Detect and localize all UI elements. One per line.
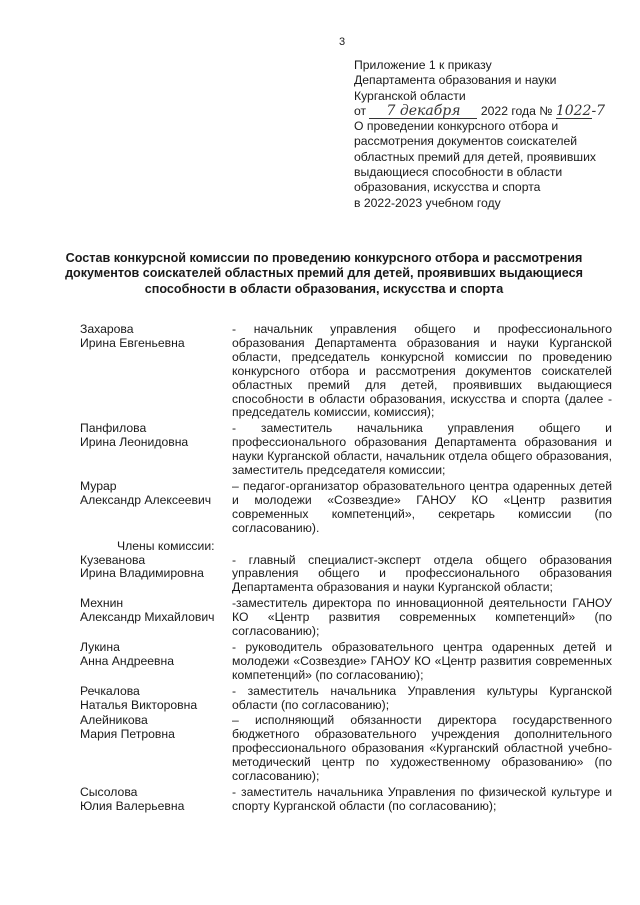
member-role: -заместитель директора по инновационной деятельности ГАНОУ КО «Центр развития современных компетенций» (по согласованию); (232, 596, 612, 639)
member-surname: Речкалова (80, 683, 140, 698)
member-surname: Мехнин (80, 596, 124, 611)
member-name (80, 554, 232, 596)
member-given-name: Наталья Викторовна (80, 697, 198, 712)
member-role: – исполняющий обязанности директора государственного бюджетного образовательного учреждения дополнительного профессионального образования «Курганский областной учебно-методический центр по художественному образованию» (по согласованию); (232, 713, 612, 784)
member-name (80, 714, 232, 784)
member-name (80, 422, 232, 478)
member-name (80, 323, 232, 420)
member-name (80, 685, 232, 713)
appendix-line: Приложение 1 к приказу (354, 58, 492, 72)
member-entry (80, 641, 615, 683)
appendix-line: Курганской области (354, 88, 466, 103)
member-surname: Панфилова (80, 421, 147, 436)
member-surname: Алейникова (80, 713, 148, 728)
member-role: - руководитель образовательного центра одаренных детей и молодежи «Созвездие» ГАНОУ КО «Центр развития современных компетенций» (по согласованию); (232, 639, 612, 682)
member-entry (80, 323, 615, 420)
member-given-name: Ирина Леонидовна (80, 435, 189, 450)
member-given-name: Ирина Владимировна (80, 566, 204, 581)
member-given-name: Ирина Евгеньевна (80, 335, 185, 350)
member-name (80, 480, 232, 536)
member-given-name: Александр Михайлович (80, 610, 215, 625)
order-date-line (354, 104, 616, 119)
member-surname: Лукина (80, 639, 120, 654)
subject-line: О проведении конкурсного отбора и (354, 119, 559, 134)
document-title: Состав конкурсной комиссии по проведению конкурсного отбора и рассмотрения документов соискателей областных премий для детей, проявивших выдающиеся способности в области образования, искусства и спорта (65, 251, 583, 296)
member-surname: Сысолова (80, 785, 138, 799)
member-role: - заместитель начальника управления общего и профессионального образования Департамента образования и науки Курганской области, начальник отдела общего образования, заместитель председателя комиссии; (232, 421, 612, 478)
appendix-line: Департамента образования и науки (354, 73, 557, 88)
handwritten-order-number: 1022-7 (555, 102, 606, 119)
handwritten-date: 7 декабря (369, 105, 477, 119)
member-entry (80, 422, 615, 478)
member-entry (80, 685, 615, 713)
appendix-header (354, 58, 616, 211)
member-role: - начальник управления общего и профессионального образования Департамента образования и науки Курганской области, председатель конкурсной комиссии по проведению конкурсного отбора и рассмотрения документов соискателей областных премий для детей, проявивших выдающиеся способности в области образования, искусства и спорта (далее - председатель комиссии, комиссия); (232, 322, 612, 420)
member-role: - заместитель начальника Управления культуры Курганской области (по согласованию); (232, 683, 612, 712)
members-section-label: Члены комиссии: (117, 538, 215, 553)
member-role: - главный специалист-эксперт отдела общего образования управления общего и профессионального образования Департамента образования и науки Курганской области; (232, 552, 612, 595)
member-given-name: Юлия Валерьевна (80, 798, 185, 813)
member-role: - заместитель начальника Управления по физической культуре и спорту Курганской области (по согласованию); (232, 785, 612, 813)
order-year-text: 2022 года № (480, 103, 553, 118)
page-number: 3 (339, 36, 346, 48)
member-entry (80, 786, 615, 814)
subject-line: выдающиеся способности в области (354, 165, 563, 180)
member-name (80, 786, 232, 814)
member-given-name: Александр Алексеевич (80, 492, 212, 507)
member-name (80, 641, 232, 683)
subject-line: образования, искусства и спорта (354, 180, 541, 195)
member-role: – педагог-организатор образовательного центра одаренных детей и молодежи «Созвездие» ГАНОУ КО «Центр развития современных компетенций», секретарь комиссии (по согласованию). (232, 478, 612, 535)
member-entry (80, 480, 615, 536)
member-name (80, 597, 232, 639)
member-given-name: Мария Петровна (80, 727, 175, 742)
commission-members (80, 323, 615, 816)
subject-line: рассмотрения документов соискателей (354, 134, 578, 149)
date-prefix: от (354, 103, 367, 118)
subject-line: в 2022-2023 учебном году (354, 195, 501, 210)
member-entry (80, 714, 615, 784)
member-given-name: Анна Андреевна (80, 653, 175, 668)
subject-line: областных премий для детей, проявивших (354, 149, 596, 164)
member-surname: Захарова (80, 322, 134, 336)
member-surname: Мурар (80, 478, 117, 493)
member-entry (80, 597, 615, 639)
member-entry (80, 554, 615, 596)
member-surname: Кузеванова (80, 552, 146, 567)
